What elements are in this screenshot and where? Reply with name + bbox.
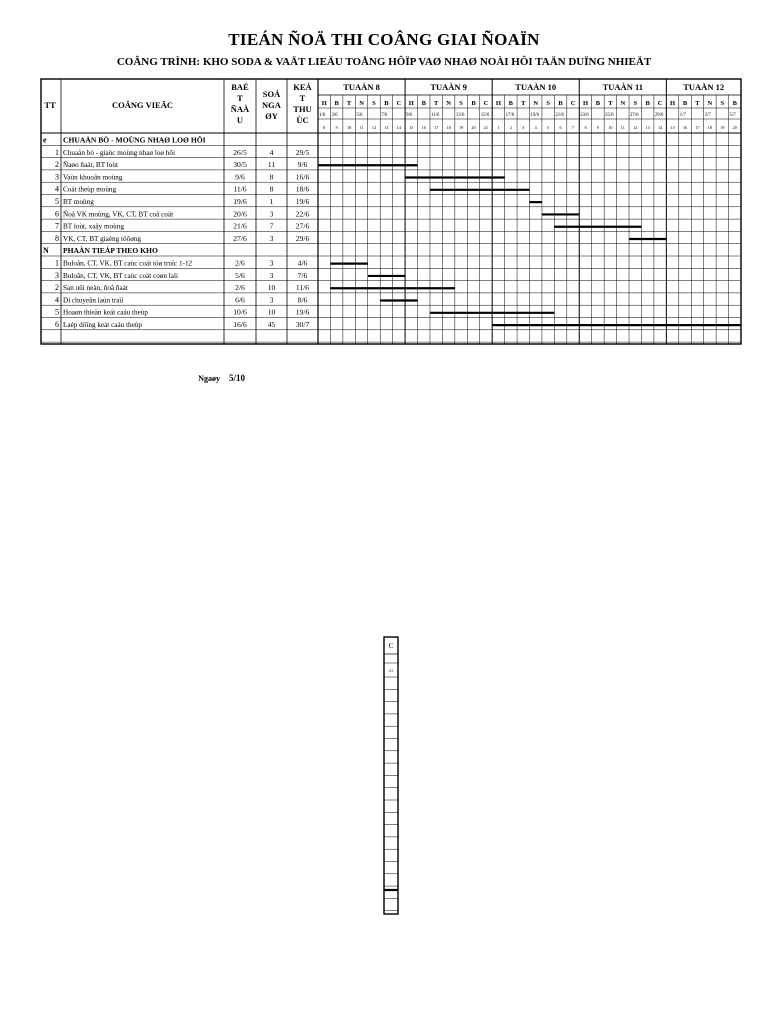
task-start: 26/5 [233,147,247,157]
task-index: 6 [55,209,59,219]
weekday-letter: C [483,100,489,107]
day-number: 5 [547,125,550,130]
task-days: 3 [269,209,274,219]
header-days: NGA [262,100,281,110]
weekday-letter: B [595,100,601,107]
day-number: 20 [732,125,737,130]
section-index: e [43,135,47,145]
task-start: 19/6 [233,197,247,206]
weekday-letter: C [657,100,663,107]
task-index: 1 [55,258,59,268]
task-name: BT loùt, xaây moùng [63,222,124,231]
week-label: TUAÀN 9 [430,82,467,92]
header-end: ÙC [296,115,309,125]
day-number: 14 [396,125,401,130]
task-days: 3 [269,233,274,243]
task-name: Chuaån bò - giaùc moùng nhaø loø hôi [63,148,175,157]
week-label: TUAÀN 11 [602,82,644,92]
task-start: 21/6 [233,221,247,231]
header-start: ÑAÀ [230,104,250,114]
date-label: 19/6 [530,113,540,118]
day-number: 15 [409,125,414,130]
day-number: 11 [620,125,625,130]
task-days: 3 [269,258,274,268]
day-number: 8 [323,125,326,130]
weekday-letter: B [558,100,563,107]
task-days: 11 [267,160,276,170]
weekday-letter: H [670,100,676,107]
task-start: 10/6 [233,307,247,317]
task-days: 45 [267,320,276,329]
task-index: 6 [55,320,59,329]
week-label: TUAÀN 10 [515,82,557,92]
weekday-letter: S [546,100,550,107]
task-index: 3 [55,172,59,182]
weekday-letter: H [582,100,589,107]
task-start: 20/6 [233,209,247,219]
task-name: Di chuyeån laùn traïi [63,296,124,305]
task-days: 4 [269,147,274,157]
task-name: San uûi neàn, ñoå ñaát [63,284,128,293]
task-end: 22/6 [295,209,310,219]
header-start: BAÉ [231,82,249,92]
weekday-letter: T [695,100,700,107]
footer-date-label: Ngaøy [198,374,220,383]
date-label: 23/6 [580,113,589,118]
week-label: TUAÀN 8 [343,82,380,92]
day-number: 15 [670,125,675,130]
task-days: 8 [269,184,274,194]
header-end: KEÁ [293,82,312,92]
weekday-letter: N [446,100,451,107]
task-index: 4 [55,184,59,194]
fragment-header: C [388,642,394,650]
document-title: TIEÁN ÑOÄ THI COÂNG GIAI ÑOAÏN [228,30,540,49]
day-number: 11 [359,125,364,130]
task-index: 5 [55,197,59,206]
task-start: 11/6 [233,184,247,194]
weekday-letter: N [707,100,713,107]
header-start: T [237,93,243,103]
date-label: 9/6 [406,113,413,118]
task-start: 6/6 [235,295,245,305]
weekday-letter: H [495,100,501,107]
date-label: 27/6 [630,113,639,118]
section-title: CHUAÅN BÒ - MOÙNG NHAØ LOØ HÔI [63,135,206,145]
task-end: 16/6 [295,172,310,182]
task-start: 2/6 [235,283,245,293]
weekday-letter: B [732,100,737,107]
day-number: 13 [645,125,650,130]
weekday-letter: C [396,100,402,107]
day-number: 17 [434,125,439,130]
weekday-letter: T [346,100,352,107]
date-label: 5/7 [729,113,736,118]
header-days: SOÁ [262,89,281,99]
task-end: 30/7 [295,320,310,329]
day-number: 14 [658,125,663,130]
task-end: 9/6 [297,160,308,170]
task-index: 5 [55,307,59,317]
day-number: 21 [483,125,489,130]
day-number: 10 [608,125,613,130]
task-days: 7 [269,221,274,231]
task-name: VK, CT, BT giaèng töôøng [63,234,141,243]
day-number: 20 [471,125,476,130]
date-label: 3/6 [331,113,338,118]
task-days: 8 [269,172,274,182]
task-index: 2 [55,160,59,170]
date-label: 21/6 [555,113,564,118]
day-number: 9 [335,125,338,130]
task-index: 3 [55,270,59,280]
weekday-letter: H [408,100,414,107]
task-start: 27/6 [233,233,247,243]
day-number: 19 [720,125,725,130]
weekday-letter: H [321,100,327,107]
header-task: COÂNG VIEÄC [111,100,174,110]
task-end: 19/6 [295,307,310,317]
date-label: 25/6 [605,113,614,118]
day-number: 2 [509,125,512,130]
date-label: 15/6 [480,113,490,118]
fragment-day: 21 [388,668,394,673]
weekday-letter: B [421,100,426,107]
weekday-letter: T [608,100,613,107]
task-name: Hoaøn thieän keát caáu theùp [63,308,149,317]
weekday-letter: N [533,100,539,107]
date-label: 7/6 [381,113,388,118]
header-days: ØY [265,111,278,121]
date-label: 3/7 [704,113,711,118]
weekday-letter: N [359,100,364,107]
section-index: N [43,246,49,256]
task-end: 11/6 [295,283,310,293]
weekday-letter: B [645,100,650,107]
header-start: U [236,115,244,125]
task-start: 30/5 [233,160,247,170]
date-label: 17/6 [505,113,515,118]
task-start: 5/6 [235,270,245,280]
weekday-letter: N [620,100,626,107]
day-number: 4 [534,125,537,130]
task-index: 1 [55,147,59,157]
task-name: Coát theùp moùng [63,185,117,194]
day-number: 12 [633,125,638,130]
day-number: 12 [371,125,377,130]
task-end: 27/6 [295,221,310,231]
week-label: TUAÀN 12 [683,82,725,92]
day-number: 19 [458,125,464,130]
task-index: 7 [55,221,59,231]
day-number: 8 [584,125,587,130]
date-label: 13/6 [455,113,465,118]
task-end: 8/6 [297,295,308,305]
task-end: 7/6 [297,270,308,280]
day-number: 16 [682,125,688,130]
task-end: 19/6 [295,197,310,206]
date-label: 1/7 [679,113,686,118]
task-end: 29/6 [295,233,310,243]
day-number: 18 [707,125,712,130]
date-label: 29/6 [654,113,664,118]
weekday-letter: B [471,100,476,107]
day-number: 7 [571,125,575,130]
weekday-letter: S [720,100,725,107]
task-index: 2 [55,283,59,293]
task-name: Ñaøo ñaát, BT loùt [63,161,118,170]
task-days: 10 [267,283,276,293]
task-name: Vaùn khuoân moùng [63,173,123,182]
section-title: PHAÀN TIEÁP THEO KHO [63,246,158,256]
date-label: 5/6 [356,113,363,118]
weekday-letter: S [459,100,463,107]
weekday-letter: B [508,100,514,107]
weekday-letter: B [334,100,339,107]
weekday-letter: B [682,100,688,107]
weekday-letter: S [372,100,376,107]
day-number: 13 [384,125,389,130]
date-label: 1/6 [319,113,326,118]
task-days: 3 [269,270,274,280]
task-end: 18/6 [295,184,310,194]
day-number: 18 [446,125,451,130]
task-name: Ñoå VK moùng, VK, CT, BT coå coät [63,210,174,219]
day-number: 1 [497,125,500,130]
weekday-letter: C [570,100,576,107]
task-end: 29/5 [295,147,310,157]
day-number: 3 [522,125,525,130]
weekday-letter: T [521,100,526,107]
footer-date-value: 5/10 [229,373,246,383]
date-label: 11/6 [430,113,440,118]
day-number: 6 [559,125,562,130]
day-number: 10 [347,125,352,130]
header-tt: TT [44,100,56,110]
task-days: 10 [267,307,276,317]
weekday-letter: T [434,100,439,107]
task-name: Buloân, CT, VK, BT caùc coät töø truïc 1-12 [63,259,193,268]
task-name: Laép döïng keát caáu theùp [63,321,143,329]
document-subtitle: COÂNG TRÌNH: KHO SODA & VAÄT LIEÄU TOÅNG HÔÏP VAØ NHAØ NOÀI HÔI TAÄN DUÏNG NHIEÄT [116,56,652,68]
task-index: 8 [55,233,59,243]
task-name: Buloân, CT, VK, BT caùc coät coøn laïi [63,271,178,280]
header-end: THU [293,104,312,114]
day-number: 16 [421,125,426,130]
task-start: 16/6 [233,320,247,329]
task-end: 4/6 [297,258,308,268]
weekday-letter: B [384,100,389,107]
task-days: 1 [269,197,274,206]
task-index: 4 [55,295,59,305]
task-start: 2/6 [235,258,245,268]
task-days: 3 [269,295,274,305]
weekday-letter: S [633,100,638,107]
task-name: BT moùng [63,198,94,206]
task-start: 9/6 [235,172,245,182]
header-end: T [299,93,306,103]
day-number: 9 [596,125,599,130]
day-number: 17 [695,125,700,130]
